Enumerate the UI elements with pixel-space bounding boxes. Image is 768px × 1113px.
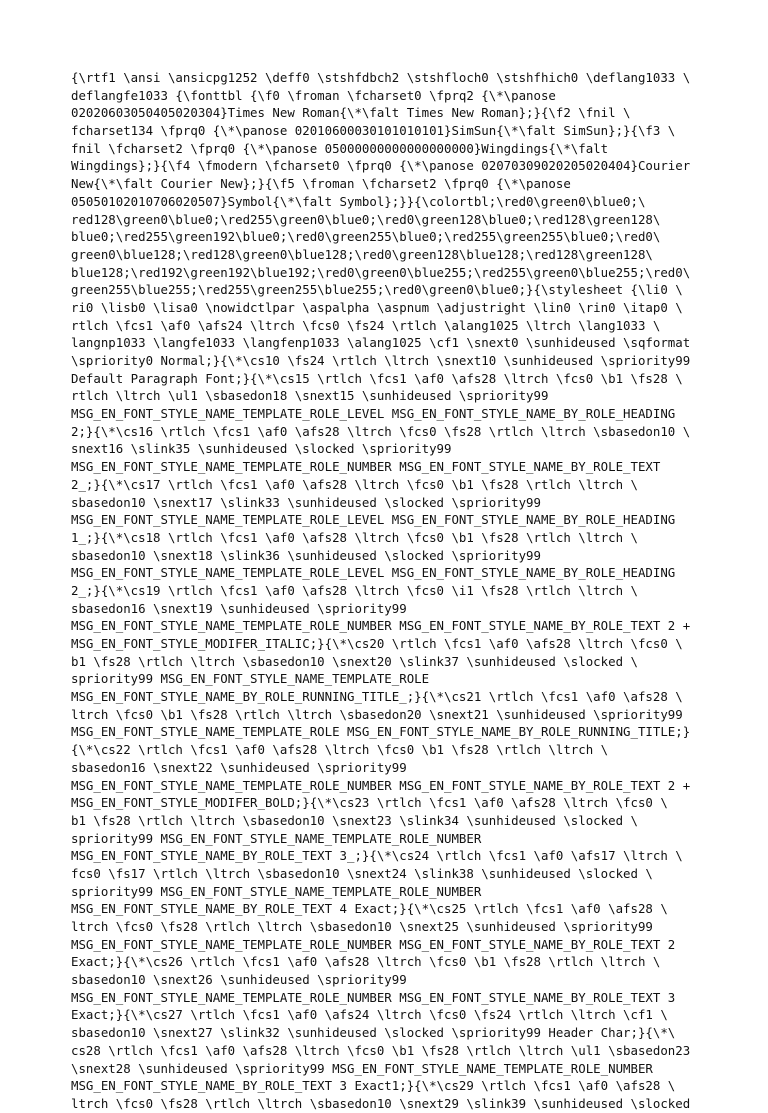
text-line: MSG_EN_FONT_STYLE_NAME_TEMPLATE_ROLE_LEVEL MSG_EN_FONT_STYLE_NAME_BY_ROLE_HEADING bbox=[71, 565, 676, 581]
text-line: MSG_EN_FONT_STYLE_NAME_TEMPLATE_ROLE_NUMBER MSG_EN_FONT_STYLE_NAME_BY_ROLE_TEXT 2 + bbox=[71, 618, 691, 634]
text-line: MSG_EN_FONT_STYLE_NAME_TEMPLATE_ROLE_LEVEL MSG_EN_FONT_STYLE_NAME_BY_ROLE_HEADING bbox=[71, 512, 676, 528]
text-line: blue0;\red255\green192\blue0;\red0\green255\blue0;\red255\green255\blue0;\red0\ bbox=[71, 229, 661, 245]
text-line: ltrch \fcs0 \b1 \fs28 \rtlch \ltrch \sbasedon20 \snext21 \sunhideused \spriority99 bbox=[71, 706, 683, 722]
text-line: red128\green0\blue0;\red255\green0\blue0;\red0\green128\blue0;\red128\green128\ bbox=[71, 211, 661, 227]
text-line: {\*\cs22 \rtlch \fcs1 \af0 \afs28 \ltrch \fcs0 \b1 \fs28 \rtlch \ltrch \ bbox=[71, 742, 609, 758]
text-line: sbasedon10 \snext17 \slink33 \sunhideused \slocked \spriority99 bbox=[71, 494, 541, 510]
text-line: {\rtf1 \ansi \ansicpg1252 \deff0 \stshfdbch2 \stshfloch0 \stshfhich0 \deflang1033 \ bbox=[71, 70, 691, 85]
text-line: MSG_EN_FONT_STYLE_NAME_TEMPLATE_ROLE_NUMBER MSG_EN_FONT_STYLE_NAME_BY_ROLE_TEXT 2 bbox=[71, 936, 676, 952]
text-line: \snext28 \sunhideused \spriority99 MSG_EN_FONT_STYLE_NAME_TEMPLATE_ROLE_NUMBER bbox=[71, 1060, 653, 1076]
text-line: b1 \fs28 \rtlch \ltrch \sbasedon10 \snext20 \slink37 \sunhideused \slocked \ bbox=[71, 653, 638, 669]
text-line: spriority99 MSG_EN_FONT_STYLE_NAME_TEMPLATE_ROLE bbox=[71, 671, 430, 687]
text-line: Exact;}{\*\cs26 \rtlch \fcs1 \af0 \afs28 \ltrch \fcs0 \b1 \fs28 \rtlch \ltrch \ bbox=[71, 954, 661, 970]
text-line: green255\blue255;\red255\green255\blue255;\red0\green0\blue0;}{\stylesheet {\li0 \ bbox=[71, 282, 683, 298]
text-line: sbasedon16 \snext19 \sunhideused \spriority99 bbox=[71, 600, 407, 616]
text-line: spriority99 MSG_EN_FONT_STYLE_NAME_TEMPLATE_ROLE_NUMBER bbox=[71, 883, 482, 899]
text-line: MSG_EN_FONT_STYLE_NAME_TEMPLATE_ROLE_NUMBER MSG_EN_FONT_STYLE_NAME_BY_ROLE_TEXT bbox=[71, 459, 661, 475]
text-line: Wingdings};}{\f4 \fmodern \fcharset0 \fprq0 {\*\panose 02070309020205020404}Courier bbox=[71, 158, 691, 174]
text-line: fnil \fcharset2 \fprq0 {\*\panose 05000000000000000000}Wingdings{\*\falt bbox=[71, 140, 609, 156]
text-line: langnp1033 \langfe1033 \langfenp1033 \alang1025 \cf1 \snext0 \sunhideused \sqformat bbox=[71, 335, 691, 351]
text-line: rtlch \fcs1 \af0 \afs24 \ltrch \fcs0 \fs24 \rtlch \alang1025 \ltrch \lang1033 \ bbox=[71, 317, 661, 333]
text-line: 2_;}{\*\cs19 \rtlch \fcs1 \af0 \afs28 \ltrch \fcs0 \i1 \fs28 \rtlch \ltrch \ bbox=[71, 582, 638, 598]
text-line: fcharset134 \fprq0 {\*\panose 02010600030101010101}SimSun{\*\falt SimSun};}{\f3 \ bbox=[71, 123, 676, 139]
text-line: \spriority0 Normal;}{\*\cs10 \fs24 \rtlch \ltrch \snext10 \sunhideused \spriority99 bbox=[71, 353, 691, 368]
text-line: Default Paragraph Font;}{\*\cs15 \rtlch \fcs1 \af0 \afs28 \ltrch \fcs0 \b1 \fs28 \ bbox=[71, 370, 683, 386]
text-line: sbasedon16 \snext22 \sunhideused \spriority99 bbox=[71, 759, 407, 775]
text-line: MSG_EN_FONT_STYLE_NAME_TEMPLATE_ROLE MSG_EN_FONT_STYLE_NAME_BY_ROLE_RUNNING_TITLE;} bbox=[71, 724, 691, 740]
text-line: snext16 \slink35 \sunhideused \slocked \spriority99 bbox=[71, 441, 452, 457]
text-line: sbasedon10 \snext26 \sunhideused \spriority99 bbox=[71, 972, 407, 988]
text-line: rtlch \ltrch \ul1 \sbasedon18 \snext15 \sunhideused \spriority99 bbox=[71, 388, 549, 404]
text-line: 05050102010706020507}Symbol{\*\falt Symbol};}}{\colortbl;\red0\green0\blue0;\ bbox=[71, 193, 646, 209]
text-line: b1 \fs28 \rtlch \ltrch \sbasedon10 \snext23 \slink34 \sunhideused \slocked \ bbox=[71, 812, 638, 828]
text-line: 1_;}{\*\cs18 \rtlch \fcs1 \af0 \afs28 \ltrch \fcs0 \b1 \fs28 \rtlch \ltrch \ bbox=[71, 529, 638, 545]
text-line: ltrch \fcs0 \fs28 \rtlch \ltrch \sbasedon10 \snext25 \sunhideused \spriority99 bbox=[71, 919, 653, 934]
text-line: MSG_EN_FONT_STYLE_NAME_BY_ROLE_TEXT 3 Exact1;}{\*\cs29 \rtlch \fcs1 \af0 \afs28 \ bbox=[71, 1078, 676, 1094]
text-line: green0\blue128;\red128\green0\blue128;\red0\green128\blue128;\red128\green128\ bbox=[71, 246, 653, 262]
text-line: Exact;}{\*\cs27 \rtlch \fcs1 \af0 \afs24 \ltrch \fcs0 \fs24 \rtlch \ltrch \cf1 \ bbox=[71, 1007, 668, 1023]
text-line: 02020603050405020304}Times New Roman{\*\falt Times New Roman};}{\f2 \fnil \ bbox=[71, 105, 631, 121]
text-line: MSG_EN_FONT_STYLE_MODIFER_BOLD;}{\*\cs23 \rtlch \fcs1 \af0 \afs28 \ltrch \fcs0 \ bbox=[71, 795, 668, 811]
text-line: New{\*\falt Courier New};}{\f5 \froman \fcharset2 \fprq0 {\*\panose bbox=[71, 176, 571, 192]
rtf-source-text bbox=[71, 69, 711, 1113]
text-line: spriority99 MSG_EN_FONT_STYLE_NAME_TEMPLATE_ROLE_NUMBER bbox=[71, 830, 482, 846]
text-line: MSG_EN_FONT_STYLE_NAME_BY_ROLE_TEXT 4 Exact;}{\*\cs25 \rtlch \fcs1 \af0 \afs28 \ bbox=[71, 901, 668, 917]
text-line: MSG_EN_FONT_STYLE_NAME_BY_ROLE_RUNNING_TITLE_;}{\*\cs21 \rtlch \fcs1 \af0 \afs28 \ bbox=[71, 689, 683, 705]
text-line: MSG_EN_FONT_STYLE_NAME_TEMPLATE_ROLE_NUMBER MSG_EN_FONT_STYLE_NAME_BY_ROLE_TEXT 2 + bbox=[71, 777, 691, 793]
text-line: ltrch \fcs0 \fs28 \rtlch \ltrch \sbasedon10 \snext29 \slink39 \sunhideused \slocked bbox=[71, 1095, 691, 1111]
text-line: sbasedon10 \snext27 \slink32 \sunhideused \slocked \spriority99 Header Char;}{\*\ bbox=[71, 1025, 676, 1041]
text-line: blue128;\red192\green192\blue192;\red0\green0\blue255;\red255\green0\blue255;\red0\ bbox=[71, 264, 691, 280]
text-line: MSG_EN_FONT_STYLE_NAME_TEMPLATE_ROLE_LEVEL MSG_EN_FONT_STYLE_NAME_BY_ROLE_HEADING bbox=[71, 406, 676, 422]
text-line: fcs0 \fs17 \rtlch \ltrch \sbasedon10 \snext24 \slink38 \sunhideused \slocked \ bbox=[71, 865, 653, 881]
text-line: 2_;}{\*\cs17 \rtlch \fcs1 \af0 \afs28 \ltrch \fcs0 \b1 \fs28 \rtlch \ltrch \ bbox=[71, 476, 638, 492]
text-line: cs28 \rtlch \fcs1 \af0 \afs28 \ltrch \fcs0 \b1 \fs28 \rtlch \ltrch \ul1 \sbasedon23 bbox=[71, 1042, 691, 1058]
text-line: MSG_EN_FONT_STYLE_NAME_TEMPLATE_ROLE_NUMBER MSG_EN_FONT_STYLE_NAME_BY_ROLE_TEXT 3 bbox=[71, 989, 676, 1005]
text-line: ri0 \lisb0 \lisa0 \nowidctlpar \aspalpha \aspnum \adjustright \lin0 \rin0 \itap0 \ bbox=[71, 299, 683, 315]
text-line: 2;}{\*\cs16 \rtlch \fcs1 \af0 \afs28 \ltrch \fcs0 \fs28 \rtlch \ltrch \sbasedon10 \ bbox=[71, 423, 691, 439]
text-line: sbasedon10 \snext18 \slink36 \sunhideused \slocked \spriority99 bbox=[71, 547, 541, 563]
text-line: deflangfe1033 {\fonttbl {\f0 \froman \fcharset0 \fprq2 {\*\panose bbox=[71, 87, 556, 103]
text-line: MSG_EN_FONT_STYLE_NAME_BY_ROLE_TEXT 3_;}{\*\cs24 \rtlch \fcs1 \af0 \afs17 \ltrch \ bbox=[71, 848, 683, 864]
text-line: MSG_EN_FONT_STYLE_MODIFER_ITALIC;}{\*\cs20 \rtlch \fcs1 \af0 \afs28 \ltrch \fcs0 \ bbox=[71, 636, 683, 651]
